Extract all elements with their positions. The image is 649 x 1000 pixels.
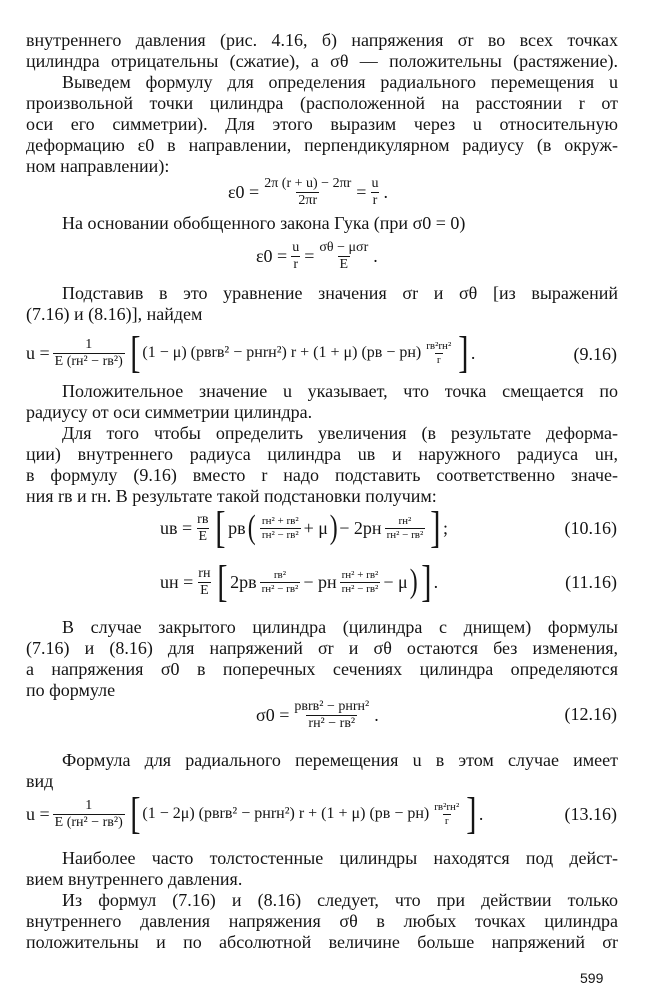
- fraction: $\frac{\text{rв²rн²}}{r}$: [426, 339, 452, 366]
- equation-number: (10.16): [564, 518, 617, 538]
- fraction: $\frac{\text{rн² + rв²}}{\text{rн² − rв²}}$: [261, 514, 299, 541]
- equation-number: (11.16): [565, 572, 617, 592]
- text-line: положительны и по абсолютной величине больше напряжений σr: [26, 932, 618, 952]
- text-line: Формула для радиального перемещения u в этом случае имеет: [62, 750, 618, 770]
- text-line: по формуле: [26, 680, 116, 700]
- text-line: вид: [26, 771, 54, 791]
- page-number: 599: [580, 970, 604, 986]
- text-line: радиусу от оси симметрии цилиндра.: [26, 402, 313, 422]
- fraction: $\frac{u}{r}$: [371, 175, 379, 208]
- fraction: $\frac{\text{σθ − μσr}}{E}$: [319, 239, 369, 272]
- text-line: В случае закрытого цилиндра (цилиндра с днищем) формулы: [62, 617, 618, 637]
- fraction: $\frac{u}{r}$: [292, 239, 300, 272]
- text-line: оси его симметрии). Для этого выразим через u относительную: [26, 114, 618, 134]
- fraction: $\frac{\text{pвrв² − pнrн²}}{\text{rн² − rв²}}$: [294, 698, 370, 731]
- eq-lhs: ε0 =: [228, 181, 260, 202]
- equation-number: (13.16): [564, 804, 617, 824]
- fraction: $\frac{\text{rв²}}{\text{rн² − rв²}}$: [261, 568, 299, 595]
- fraction: $\frac{\text{rн² + rв²}}{\text{rн² − rв²}}$: [341, 568, 379, 595]
- fraction: $\frac{2\pi (r + u) - 2\pi r}{2\pi r}$: [264, 175, 352, 208]
- text-line: Наиболее часто толстостенные цилиндры находятся под дейст-: [62, 848, 618, 868]
- text-line: Выведем формулу для определения радиального перемещения u: [62, 72, 618, 92]
- text-line: Положительное значение u указывает, что точка смещается по: [62, 381, 618, 401]
- text-line: вием внутреннего давления.: [26, 869, 243, 889]
- text-line: На основании обобщенного закона Гука (при σ0 = 0): [62, 213, 466, 233]
- text-line: Из формул (7.16) и (8.16) следует, что при действии только: [62, 890, 618, 910]
- text-line: ном направлении):: [26, 156, 170, 176]
- text-line: внутреннего давления напряжения σθ в любых точках цилиндра: [26, 911, 618, 931]
- fraction: $\frac{1}{\text{E (rн² − rв²)}}$: [54, 336, 123, 369]
- equation-hooke: ε0 = $\frac{u}{r}$ = $\frac{\text{σθ − μσr}}{E}$ .: [256, 239, 378, 272]
- text-line: (7.16) и (8.16) для напряжений σr и σθ остаются без изменения,: [26, 638, 618, 658]
- text-line: ции) внутреннего радиуса цилиндра uв и наружного радиуса uн,: [26, 444, 618, 464]
- fraction: $\frac{rн}{E}$: [198, 565, 211, 598]
- text-line: ния rв и rн. В результате такой подстановки получим:: [26, 486, 437, 506]
- text-line: произвольной точки цилиндра (расположенной на расстоянии r от: [26, 93, 618, 113]
- text-line: (7.16) и (8.16)], найдем: [26, 304, 203, 324]
- fraction: $\frac{rв}{E}$: [197, 511, 209, 544]
- text-line: цилиндра отрицательны (сжатие), а σθ — положительны (растяжение).: [26, 51, 618, 71]
- text-line: Подставив в это уравнение значения σr и σθ [из выражений: [62, 283, 618, 303]
- equation-number: (12.16): [564, 704, 617, 724]
- fraction: $\frac{\text{rн²}}{\text{rн² − rв²}}$: [386, 514, 424, 541]
- fraction: $\frac{1}{\text{E (rн² − rв²)}}$: [54, 797, 123, 830]
- equation-13-16: u = $\frac{1}{\text{E (rн² − rв²)}}$ [ (1 − 2μ) (pвrв² − pнrн²) r + (1 + μ) (pв − pн) $\frac{\text{rв²rн²}}{r}$ ] .: [26, 789, 484, 838]
- text-line: а напряжения σ0 в поперечных сечениях цилиндра определяются: [26, 659, 618, 679]
- text-line: Для того чтобы определить увеличения (в результате деформа-: [62, 423, 618, 443]
- equation-number: (9.16): [573, 344, 617, 364]
- text-line: в формулу (9.16) вместо r надо подставить соответственно значе-: [26, 465, 618, 485]
- equation-12-16: σ0 = $\frac{\text{pвrв² − pнrн²}}{\text{rн² − rв²}}$ .: [256, 698, 379, 731]
- equation-10-16: uв = $\frac{rв}{E}$ [ pв ( $\frac{\text{rн² + rв²}}{\text{rн² − rв²}}$ + μ ) − 2pн $\frac{\text{rн²}}{\text{rн² − rв²}}$ ] ;: [160, 503, 448, 552]
- equation-9-16: u = $\frac{1}{\text{E (rн² − rв²)}}$ [ (1 − μ) (pвrв² − pнrн²) r + (1 + μ) (pв − pн) $\frac{\text{rв²rн²}}{r}$ ] .: [26, 328, 476, 377]
- text-line: внутреннего давления (рис. 4.16, б) напряжения σr во всех точках: [26, 30, 618, 50]
- equation-11-16: uн = $\frac{rн}{E}$ [ 2pв $\frac{\text{rв²}}{\text{rн² − rв²}}$ − pн $\frac{\text{rн² + rв²}}{\text{rн² − rв²}}$ − μ ) ] .: [160, 557, 439, 606]
- fraction: $\frac{\text{rв²rн²}}{r}$: [434, 800, 460, 827]
- text-line: деформацию ε0 в направлении, перпендикулярном радиусу (в окруж-: [26, 135, 618, 155]
- equation-strain: ε0 = $\frac{2\pi (r + u) - 2\pi r}{2\pi r}$ = $\frac{u}{r}$ .: [228, 175, 388, 208]
